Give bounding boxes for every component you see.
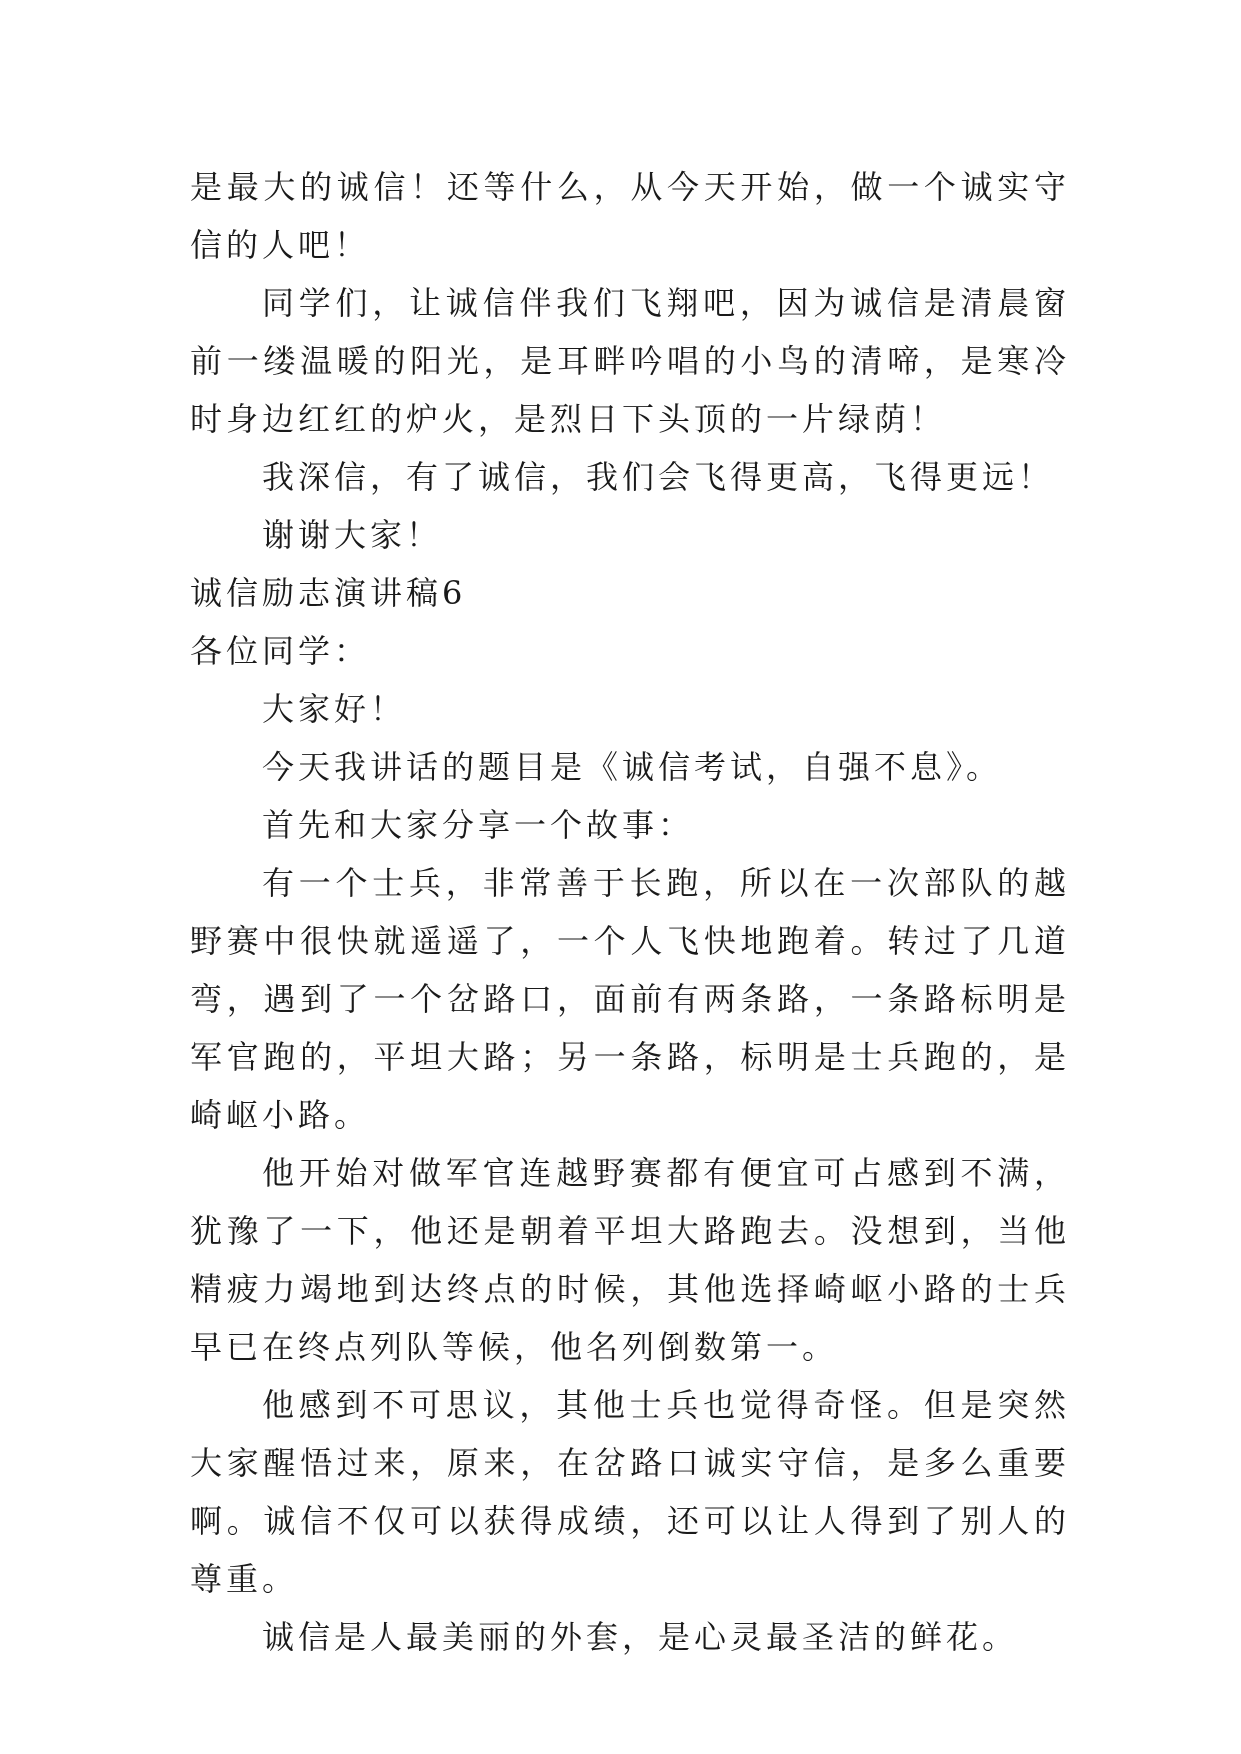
paragraph: 诚信是人最美丽的外套，是心灵最圣洁的鲜花。 [262, 1618, 1019, 1656]
paragraph: 谢谢大家！ [262, 516, 443, 554]
salutation: 各位同学： [190, 632, 371, 670]
paragraph: 是最大的诚信！还等什么，从今天开始，做一个诚实守信的人吧！ [190, 168, 1070, 264]
greeting: 大家好！ [262, 690, 407, 728]
section-heading: 诚信励志演讲稿6 [190, 574, 467, 612]
paragraph: 首先和大家分享一个故事： [262, 806, 695, 844]
document-body [190, 158, 1070, 1666]
paragraph: 我深信，有了诚信，我们会飞得更高，飞得更远！ [262, 458, 1055, 496]
paragraph: 有一个士兵，非常善于长跑，所以在一次部队的越野赛中很快就遥遥了，一个人飞快地跑着。转过了几道弯，遇到了一个岔路口，面前有两条路，一条路标明是军官跑的，平坦大路；另一条路，标明是士兵跑的，是崎岖小路。 [190, 864, 1070, 1134]
paragraph: 他开始对做军官连越野赛都有便宜可占感到不满，犹豫了一下，他还是朝着平坦大路跑去。没想到，当他精疲力竭地到达终点的时候，其他选择崎岖小路的士兵早已在终点列队等候，他名列倒数第一。 [190, 1154, 1070, 1366]
paragraph: 他感到不可思议，其他士兵也觉得奇怪。但是突然大家醒悟过来，原来，在岔路口诚实守信，是多么重要啊。诚信不仅可以获得成绩，还可以让人得到了别人的尊重。 [190, 1386, 1070, 1598]
paragraph: 今天我讲话的题目是《诚信考试，自强不息》。 [262, 748, 1003, 786]
paragraph: 同学们，让诚信伴我们飞翔吧，因为诚信是清晨窗前一缕温暖的阳光，是耳畔吟唱的小鸟的清啼，是寒冷时身边红红的炉火，是烈日下头顶的一片绿荫！ [190, 284, 1070, 438]
